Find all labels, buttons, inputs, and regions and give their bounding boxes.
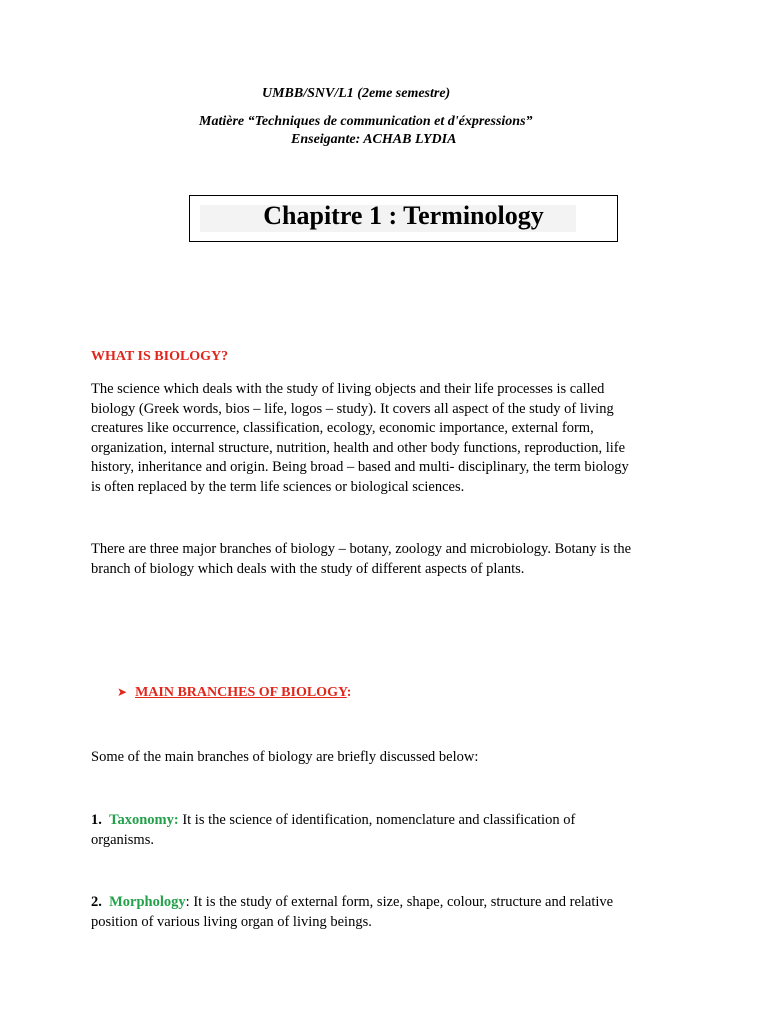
branches-intro: Some of the main branches of biology are briefly discussed below: [91, 749, 479, 765]
paragraph-line: branch of biology which deals with the study of different aspects of plants. [91, 560, 525, 577]
section-heading-what-is-biology: WHAT IS BIOLOGY? [91, 349, 229, 364]
main-branches-heading-text: MAIN BRANCHES OF BIOLOGY [135, 685, 347, 700]
section-heading-main-branches [117, 685, 351, 701]
list-item-taxonomy [91, 811, 681, 850]
paragraph-line: organization, internal structure, nutrition, health and other body functions, reproduction, life [91, 439, 626, 456]
paragraph-definition [91, 380, 681, 497]
paragraph-line: The science which deals with the study of living objects and their life processes is called [91, 381, 605, 397]
course-code: UMBB/SNV/L1 (2eme semestre) [262, 86, 451, 101]
arrowhead-bullet-icon: ➤ [117, 685, 128, 699]
list-item-line: position of various living organ of living beings. [91, 913, 372, 930]
chapter-title: Chapitre 1 : Terminology [263, 201, 544, 230]
item-number: 1. [91, 812, 102, 828]
item-description: It is the science of identification, nomenclature and classification of [178, 812, 576, 828]
paragraph-line: is often replaced by the term life sciences or biological sciences. [91, 478, 465, 495]
item-number: 2. [91, 894, 102, 910]
paragraph-line: creatures like occurrence, classification, ecology, economic importance, external form, [91, 420, 594, 436]
list-item-line [91, 893, 681, 913]
list-item-morphology [91, 893, 681, 932]
item-description: It is the study of external form, size, shape, colour, structure and relative [189, 894, 614, 910]
paragraph-branches [91, 540, 681, 579]
term-morphology: Morphology [109, 894, 186, 910]
list-item-line [91, 811, 681, 831]
term-taxonomy: Taxonomy: [109, 812, 179, 828]
subject-line: Matière “Techniques de communication et d'éxpressions” [199, 114, 533, 129]
teacher-line: Enseigante: ACHAB LYDIA [291, 132, 457, 147]
chapter-title-box [189, 195, 618, 242]
paragraph-line: biology (Greek words, bios – life, logos – study). It covers all aspect of the study of living [91, 400, 614, 417]
paragraph-line: There are three major branches of biology – botany, zoology and microbiology. Botany is the [91, 541, 632, 557]
paragraph-line: history, inheritance and origin. Being broad – based and multi- disciplinary, the term biology [91, 459, 629, 475]
list-item-line: organisms. [91, 831, 154, 848]
heading-colon: : [346, 685, 352, 700]
term-suffix: : [185, 894, 190, 910]
